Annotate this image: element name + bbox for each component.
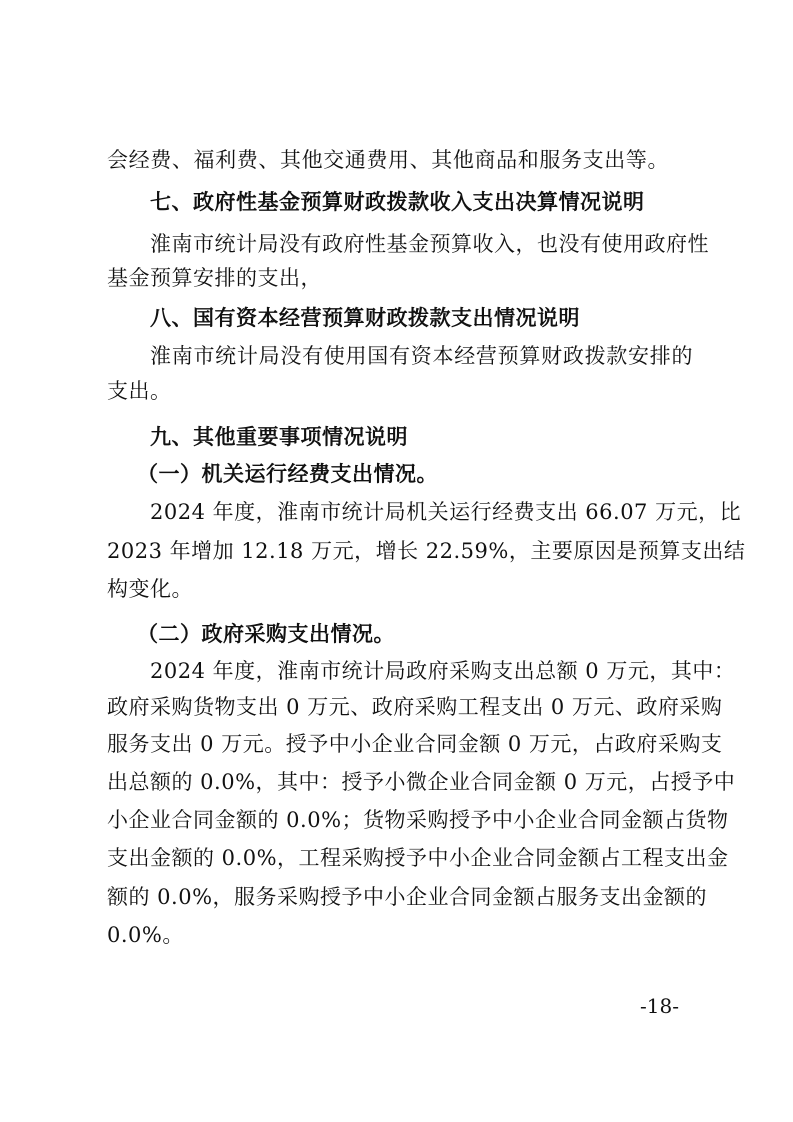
section-heading-8: 八、国有资本经营预算财政拨款支出情况说明: [150, 306, 580, 330]
subsection-heading-1: （一）机关运行经费支出情况。: [137, 462, 438, 486]
body-text-line: 基金预算安排的支出，: [107, 266, 322, 290]
body-text-line: 额的 0.0%，服务采购授予中小企业合同金额占服务支出金额的: [107, 885, 708, 909]
body-text-line: 支出金额的 0.0%，工程采购授予中小企业合同金额占工程支出金: [107, 846, 729, 870]
body-text-line: 小企业合同金额的 0.0%；货物采购授予中小企业合同金额占货物: [107, 808, 729, 832]
body-text-line: 支出。: [107, 379, 172, 403]
section-heading-7: 七、政府性基金预算财政拨款收入支出决算情况说明: [150, 190, 645, 214]
body-text-line: 淮南市统计局没有使用国有资本经营预算财政拨款安排的: [150, 344, 693, 368]
body-text-line: 服务支出 0 万元。授予中小企业合同金额 0 万元，占政府采购支: [107, 732, 723, 756]
body-text-line: 政府采购货物支出 0 万元、政府采购工程支出 0 万元、政府采购: [107, 695, 723, 719]
body-text-line: 0.0%。: [107, 923, 184, 947]
body-text-line: 2024 年度，淮南市统计局机关运行经费支出 66.07 万元，比: [150, 500, 742, 524]
page-number: -18-: [640, 994, 679, 1018]
body-text-line: 会经费、福利费、其他交通费用、其他商品和服务支出等。: [107, 148, 669, 172]
body-text-line: 出总额的 0.0%，其中：授予小微企业合同金额 0 万元，占授予中: [107, 770, 736, 794]
subsection-heading-2: （二）政府采购支出情况。: [137, 622, 395, 646]
section-heading-9: 九、其他重要事项情况说明: [150, 425, 408, 449]
body-text-line: 淮南市统计局没有政府性基金预算收入，也没有使用政府性: [150, 232, 709, 256]
body-text-line: 2023 年增加 12.18 万元，增长 22.59%，主要原因是预算支出结: [107, 539, 746, 563]
body-text-line: 构变化。: [107, 577, 193, 601]
body-text-line: 2024 年度，淮南市统计局政府采购支出总额 0 万元，其中：: [150, 659, 736, 683]
